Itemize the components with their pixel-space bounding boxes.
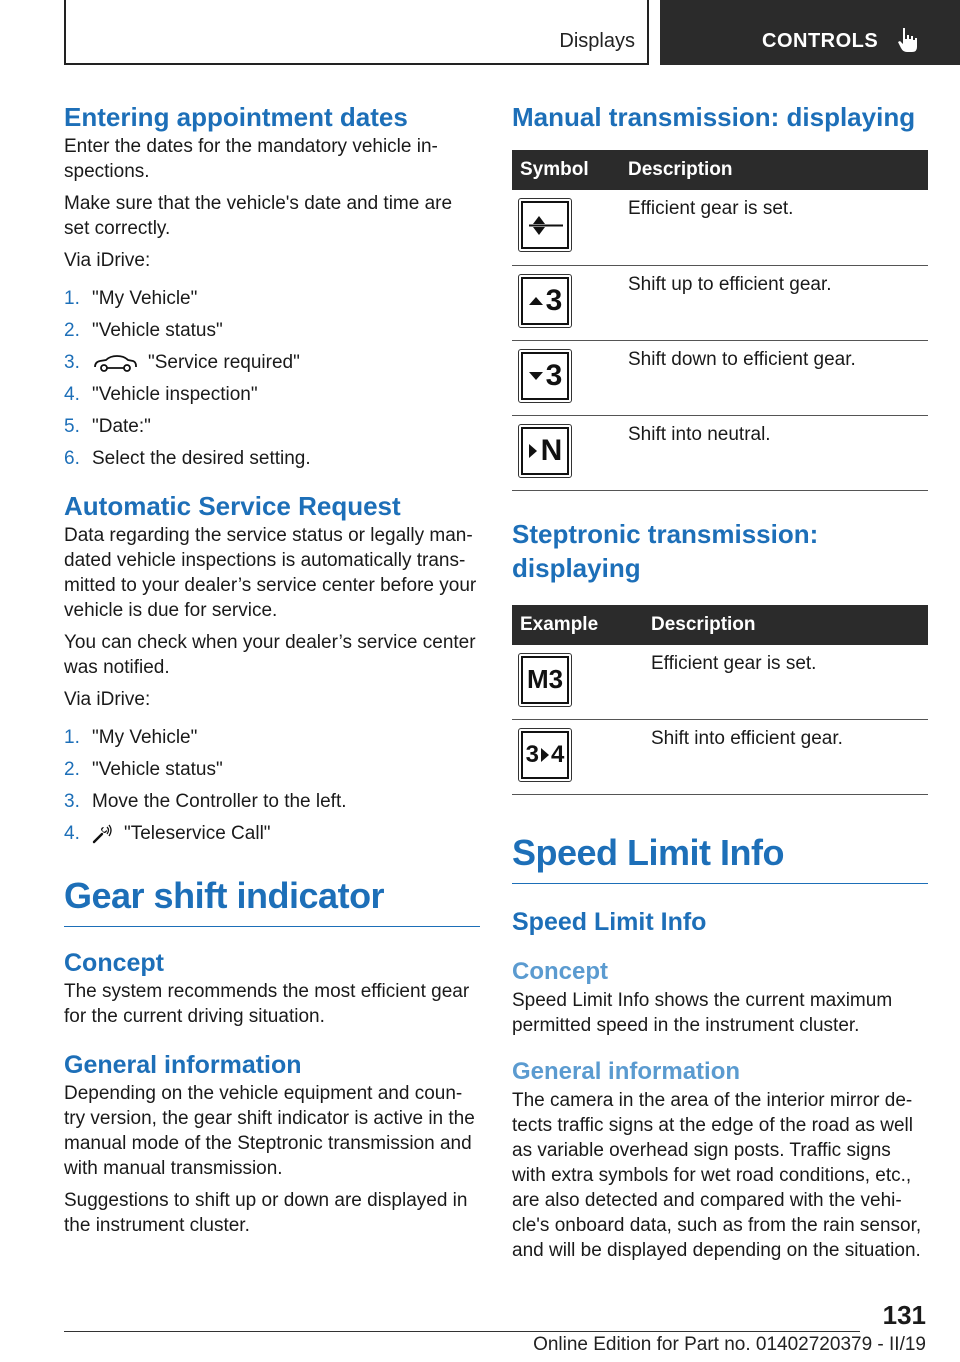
- asr-paragraph-2: You can check when your dealer’s service center was notified.: [64, 632, 476, 678]
- table-header-row: [512, 150, 928, 190]
- steptronic-transmission-heading: Steptronic transmission: displaying: [512, 518, 819, 583]
- list-item: 4. "Teleservice Call": [64, 823, 271, 844]
- appointment-paragraph-2: Make sure that the vehicle's date and time are set correctly.: [64, 193, 453, 239]
- list-item: 3. "Service required": [64, 352, 300, 373]
- sli-concept-heading: Concept: [512, 958, 608, 985]
- table-row: [512, 265, 928, 340]
- table-row: [512, 340, 928, 415]
- appointment-dates-heading: Entering appointment dates: [64, 102, 408, 132]
- asr-paragraph-1: Data regarding the service status or legally man-dated vehicle inspections is automatically trans-mitted to your dealer’s service center before your vehicle is due for service.: [64, 525, 477, 621]
- sli-concept-paragraph: Speed Limit Info shows the current maximum permitted speed in the instrument cluster.: [512, 990, 893, 1036]
- column-header: Description: [620, 150, 928, 190]
- appointment-steps-list: [64, 283, 480, 475]
- header-section-label: Displays: [559, 30, 635, 52]
- gear-shift-indicator-heading: Gear shift indicator: [64, 874, 480, 927]
- shift-neutral-icon: N: [518, 424, 572, 478]
- concept-heading: Concept: [64, 949, 164, 977]
- concept-paragraph: The system recommends the most efficient gear for the current driving situation.: [64, 981, 470, 1027]
- general-information-heading: General information: [64, 1051, 302, 1079]
- list-item: 3. Move the Controller to the left.: [64, 791, 347, 812]
- hand-pointer-icon: [896, 26, 922, 54]
- list-item: 4. "Vehicle inspection": [64, 384, 258, 405]
- page-number: 131: [882, 1300, 926, 1330]
- edition-footer: Online Edition for Part no. 01402720379 - II/19: [533, 1334, 926, 1355]
- right-column: [512, 100, 928, 1263]
- description-cell: Shift up to efficient gear.: [620, 265, 928, 340]
- list-item: 2. "Vehicle status": [64, 759, 223, 780]
- general-info-paragraph-1: Depending on the vehicle equipment and coun-try version, the gear shift indicator is active in the manual mode of the Steptronic transmission and with manual transmission.: [64, 1083, 475, 1179]
- asr-via-idrive: Via iDrive:: [64, 689, 151, 710]
- description-cell: Shift into efficient gear.: [643, 720, 928, 795]
- table-row: [512, 645, 928, 720]
- column-header: Symbol: [512, 150, 620, 190]
- appointment-via-idrive: Via iDrive:: [64, 250, 151, 271]
- list-item: 2. "Vehicle status": [64, 320, 223, 341]
- column-header: Example: [512, 605, 643, 645]
- description-cell: Shift into neutral.: [620, 415, 928, 490]
- speed-limit-info-subheading: Speed Limit Info: [512, 908, 707, 936]
- list-item: 1. "My Vehicle": [64, 727, 198, 748]
- general-info-paragraph-2: Suggestions to shift up or down are displayed in the instrument cluster.: [64, 1190, 468, 1236]
- manual-transmission-table: [512, 150, 928, 491]
- automatic-service-request-heading: Automatic Service Request: [64, 491, 401, 521]
- sli-general-info-paragraph: The camera in the area of the interior mirror de-tects traffic signs at the edge of the road as well as variable overhead sign posts. Traffic signs with extra symbols for wet road conditions, etc., are also detected and compared with the vehi-cle's onboard data, such as from the rain sensor, and will be displayed depending on the situation.: [512, 1090, 922, 1261]
- header-chapter-box: [660, 0, 960, 65]
- steptronic-transmission-table: [512, 605, 928, 796]
- sli-general-information-heading: General information: [512, 1058, 741, 1085]
- asr-steps-list: [64, 722, 480, 850]
- list-item: 1. "My Vehicle": [64, 288, 198, 309]
- table-row: [512, 190, 928, 265]
- appointment-paragraph-1: Enter the dates for the mandatory vehicle in-spections.: [64, 136, 438, 182]
- column-header: Description: [643, 605, 928, 645]
- manual-transmission-heading: Manual transmission: displaying: [512, 102, 916, 132]
- wrench-signal-icon: [92, 824, 114, 844]
- efficient-gear-icon: [518, 198, 572, 252]
- car-icon: [92, 353, 138, 373]
- shift-3-to-4-icon: 3 4: [518, 728, 572, 782]
- table-row: [512, 720, 928, 795]
- header-chapter-label: CONTROLS: [762, 30, 879, 52]
- shift-down-3-icon: 3: [518, 349, 572, 403]
- description-cell: Efficient gear is set.: [643, 645, 928, 720]
- left-column: [64, 100, 480, 1238]
- description-cell: Efficient gear is set.: [620, 190, 928, 265]
- speed-limit-info-main-heading: Speed Limit Info: [512, 831, 928, 884]
- m3-icon: M3: [518, 653, 572, 707]
- list-item: 6. Select the desired setting.: [64, 448, 311, 469]
- table-row: [512, 415, 928, 490]
- table-header-row: [512, 605, 928, 645]
- description-cell: Shift down to efficient gear.: [620, 340, 928, 415]
- shift-up-3-icon: 3: [518, 274, 572, 328]
- header-section-box: [64, 0, 649, 65]
- list-item: 5. "Date:": [64, 416, 151, 437]
- footer-divider: [64, 1331, 860, 1332]
